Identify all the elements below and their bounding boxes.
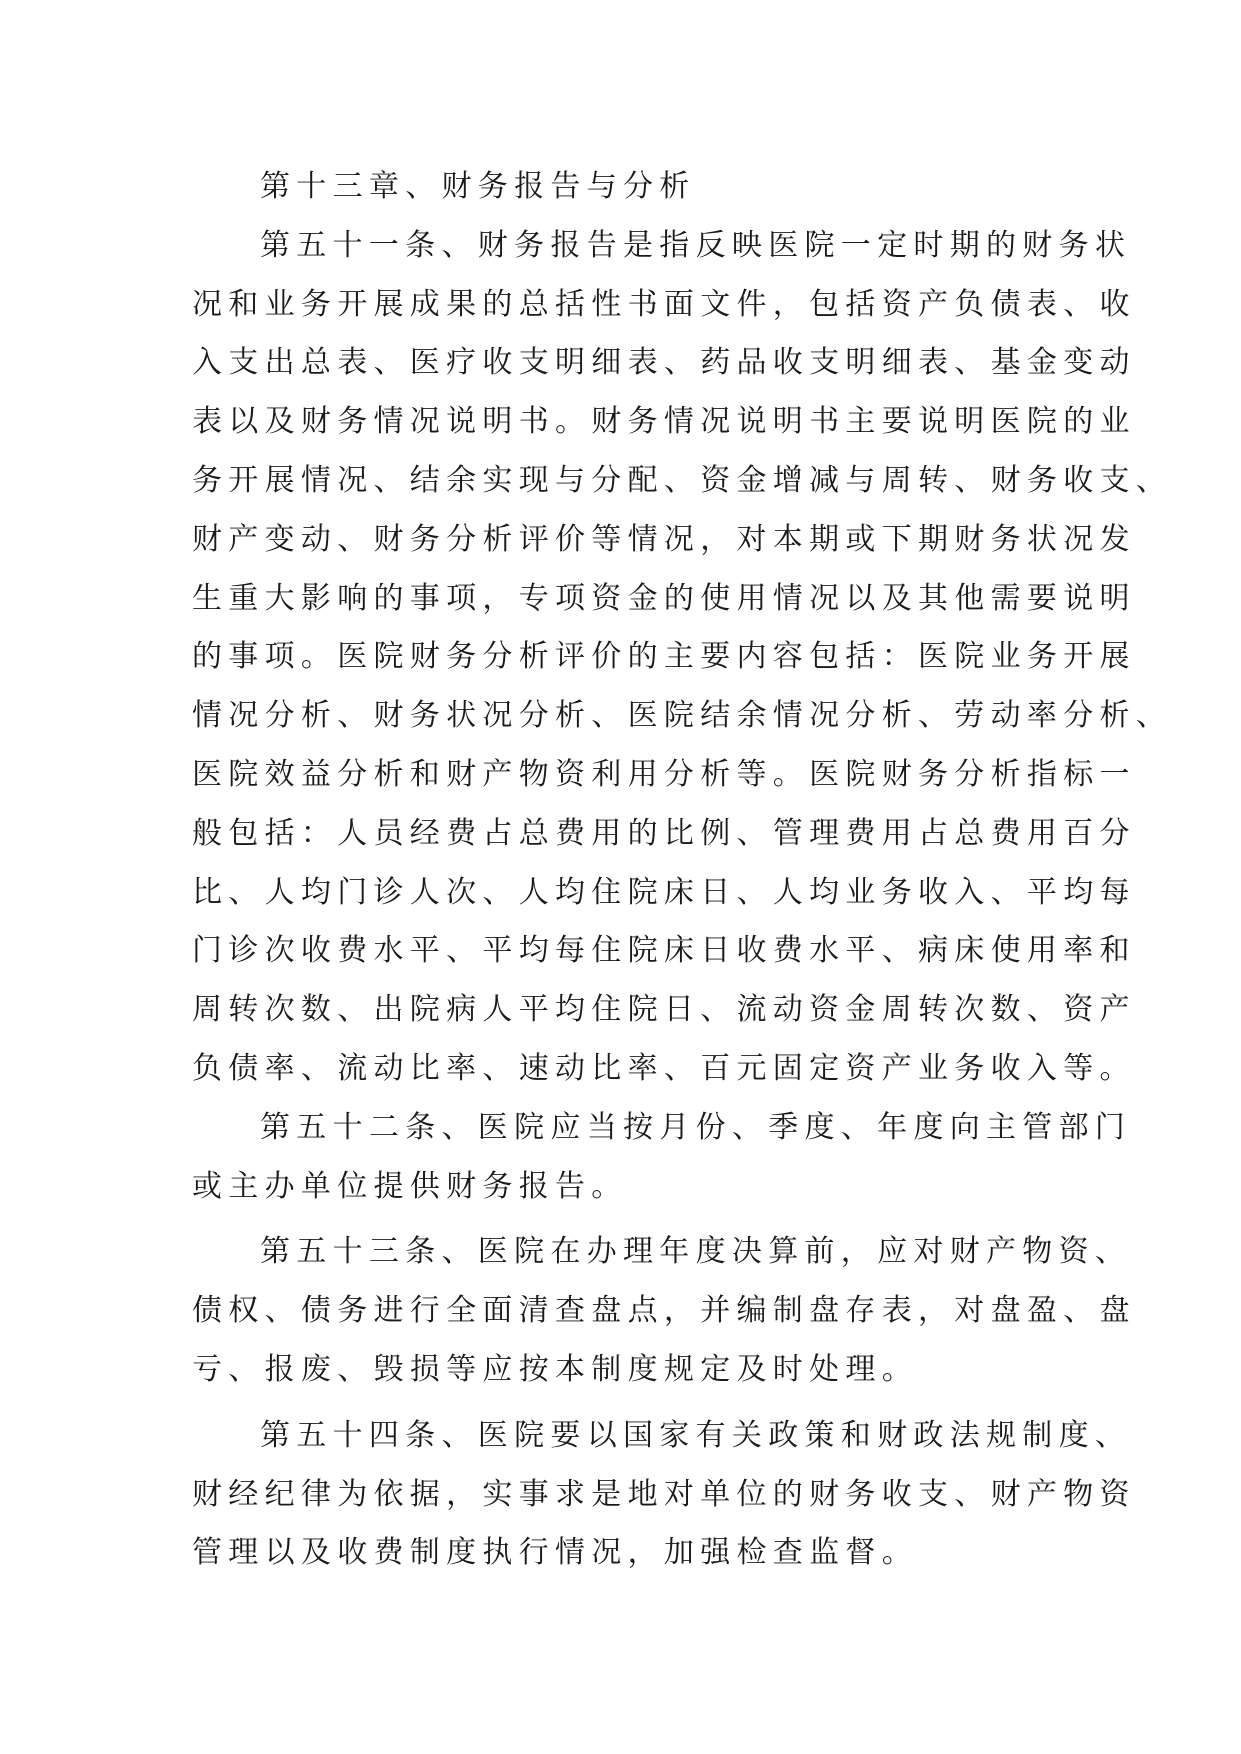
article-line: 第五十四条、医院要以国家有关政策和财政法规制度、 — [260, 1417, 1132, 1453]
article-line: 般包括：人员经费占总费用的比例、管理费用占总费用百分 — [192, 815, 1136, 851]
article-line: 管理以及收费制度执行情况，加强检查监督。 — [192, 1535, 918, 1571]
article-line: 况和业务开展成果的总括性书面文件，包括资产负债表、收 — [192, 286, 1136, 322]
article-line: 负债率、流动比率、速动比率、百元固定资产业务收入等。 — [192, 1050, 1136, 1086]
article-line: 生重大影响的事项，专项资金的使用情况以及其他需要说明 — [192, 580, 1136, 616]
article-line: 的事项。医院财务分析评价的主要内容包括：医院业务开展 — [192, 639, 1136, 675]
article-54 — [192, 1407, 1136, 1583]
paragraph-gap — [192, 1216, 1092, 1223]
article-line: 表以及财务情况说明书。财务情况说明书主要说明医院的业 — [192, 404, 1136, 440]
article-line: 务开展情况、结余实现与分配、资金增减与周转、财务收支、 — [192, 462, 1173, 498]
article-52 — [192, 1099, 1132, 1217]
article-line: 第五十一条、财务报告是指反映医院一定时期的财务状 — [260, 227, 1132, 263]
article-line: 第五十二条、医院应当按月份、季度、年度向主管部门 — [260, 1109, 1132, 1145]
article-line: 门诊次收费水平、平均每住院床日收费水平、病床使用率和 — [192, 933, 1136, 969]
article-line: 财经纪律为依据，实事求是地对单位的财务收支、财产物资 — [192, 1476, 1136, 1512]
article-line: 比、人均门诊人次、人均住院床日、人均业务收入、平均每 — [192, 874, 1136, 910]
article-line: 入支出总表、医疗收支明细表、药品收支明细表、基金变动 — [192, 345, 1136, 381]
article-line: 医院效益分析和财产物资利用分析等。医院财务分析指标一 — [192, 756, 1136, 792]
article-line: 或主办单位提供财务报告。 — [192, 1168, 628, 1204]
article-line: 周转次数、出院病人平均住院日、流动资金周转次数、资产 — [192, 992, 1136, 1028]
paragraph-gap — [192, 1400, 1092, 1407]
article-line: 第五十三条、医院在办理年度决算前，应对财产物资、 — [260, 1234, 1132, 1270]
article-51 — [192, 217, 1173, 1099]
article-line: 财产变动、财务分析评价等情况，对本期或下期财务状况发 — [192, 521, 1136, 557]
article-line: 情况分析、财务状况分析、医院结余情况分析、劳动率分析、 — [192, 698, 1173, 734]
document-body — [192, 158, 1173, 1583]
chapter-title: 第十三章、财务报告与分析 — [260, 169, 696, 204]
article-53 — [192, 1223, 1136, 1399]
article-line: 亏、报废、毁损等应按本制度规定及时处理。 — [192, 1351, 918, 1387]
article-line: 债权、债务进行全面清查盘点，并编制盘存表，对盘盈、盘 — [192, 1293, 1136, 1329]
